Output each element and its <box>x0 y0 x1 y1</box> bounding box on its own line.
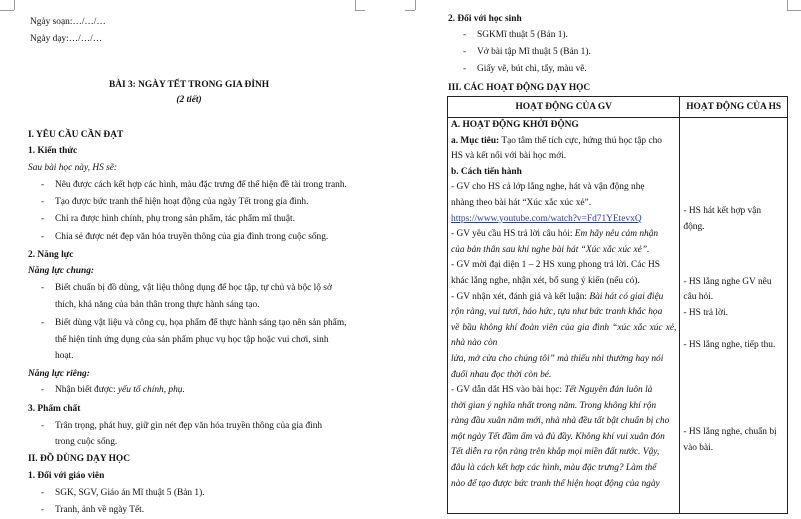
step-text: - GV nhận xét, đánh giá và kết luận: <box>451 291 590 302</box>
bullet-dash: - <box>463 47 467 57</box>
goal-line <box>451 134 676 150</box>
list-item <box>55 384 185 396</box>
list-item: Chia sẻ được nét đẹp văn hóa truyền thông của gia đình trong cuộc sống. <box>55 232 329 242</box>
student-step: - HS trả lời. <box>683 308 728 318</box>
list-item-cont: hoạt. <box>55 351 74 361</box>
intro-text: Sau bài học này, HS sẽ: <box>28 163 118 173</box>
teacher-step-cont: một ngày Tết đầm ấm và đủ đầy. Không khí vui xuân đón <box>451 431 665 442</box>
subsection-heading: 1. Đối với giáo viên <box>28 471 105 481</box>
list-item: Giấy vẽ, bút chì, tẩy, màu vẽ. <box>477 64 587 74</box>
date-prepared: Ngày soạn:…/…/… <box>30 17 106 27</box>
teacher-step-cont: thời gian ý nghĩa nhất trong năm. Trong không khí rộn <box>451 400 657 411</box>
step-text: - GV dẫn dắt HS vào bài học: <box>451 385 565 396</box>
crop-mark <box>405 10 415 11</box>
teacher-step-cont: nhàng theo bài hát “Xúc xắc xúc xẻ”. <box>451 197 592 208</box>
list-item-cont: trong cuộc sống. <box>55 437 118 447</box>
step-quote: Tết Nguyên đán luôn là <box>564 385 653 396</box>
bullet-dash: - <box>41 197 45 207</box>
bullet-dash: - <box>41 421 45 431</box>
teacher-step-cont: Tết diễn ra rộn ràng trên khắp mọi miền đất nước. Vậy, <box>451 447 660 458</box>
list-item-cont: thể hiện tính ứng dụng của sản phẩm phục vụ học tập hoặc vui chơi, sinh <box>55 335 329 345</box>
table-row <box>448 118 788 514</box>
list-item: Tạo được bức tranh thể hiện hoạt động của ngày Tết trong gia đình. <box>55 197 309 207</box>
teacher-step-cont: về bầu không khí đoàn viên của gia đình “xúc xắc xúc xẻ, nhà nào còn <box>451 322 677 349</box>
student-step-cont: vào bài. <box>683 443 714 453</box>
list-item: Chỉ ra được hình chính, phụ trong sản phẩm, tác phẩm mĩ thuật. <box>55 214 295 224</box>
bullet-dash: - <box>41 232 45 242</box>
bullet-dash: - <box>41 180 45 190</box>
table-header-row <box>448 97 788 118</box>
student-step: - HS lắng nghe GV nêu <box>683 277 772 287</box>
list-item: Biết dùng vật liệu và công cụ, họa phẩm để thực hành sáng tạo nên sản phẩm, <box>55 318 347 328</box>
procedure-label: b. Cách tiến hành <box>451 166 522 177</box>
subsection-heading: 2. Năng lực <box>28 250 74 260</box>
list-item: Trân trọng, phát huy, giữ gìn nét đẹp văn hóa truyền thông của gia đình <box>55 421 323 431</box>
section-heading: I. YÊU CẦU CẦN ĐẠT <box>28 130 124 140</box>
crop-mark <box>415 0 416 10</box>
teacher-step-cont: nào để tạo được bức tranh thể hiện hoạt động của ngày <box>451 478 660 489</box>
teacher-step-cont: của bản thân sau khi nghe bài hát “Xúc xắc xúc xẻ”. <box>451 244 650 255</box>
bullet-dash: - <box>41 318 45 328</box>
step-quote: Bài hát có giai điệu <box>589 291 664 302</box>
specific-prefix: Nhận biết được: <box>55 385 118 395</box>
date-taught: Ngày dạy:…/…/… <box>30 34 103 44</box>
bullet-dash: - <box>41 214 45 224</box>
specific-value: yếu tố chính, phụ. <box>117 385 185 395</box>
student-step-cont: câu hỏi. <box>683 292 714 302</box>
teacher-step <box>451 383 676 399</box>
subsection-heading: 1. Kiến thức <box>28 146 78 156</box>
teacher-step <box>451 227 676 243</box>
teacher-step: - GV mời đại diện 1 – 2 HS xung phong trả lời. Các HS <box>451 260 660 271</box>
activity-title: A. HOẠT ĐỘNG KHỞI ĐỘNG <box>451 120 579 130</box>
left-page <box>0 0 400 519</box>
teacher-step-cont: lửa, mở cửa cho chúng tôi” mà thiếu nhi thường hay nói <box>451 353 664 364</box>
activities-table <box>447 96 788 514</box>
teacher-step-cont: khác lắng nghe, nhận xét, bổ sung ý kiến (nếu có). <box>451 275 640 286</box>
teacher-step-cont: đuổi nhau đọc thời còn bé. <box>451 369 552 380</box>
student-cell <box>680 118 788 514</box>
student-step-cont: động. <box>683 222 705 232</box>
header-teacher: HOẠT ĐỘNG CỦA GV <box>448 97 680 118</box>
goal-label: a. Mục tiêu: <box>451 135 500 146</box>
teacher-step-cont: ràng đầu xuân năm mới, nhà nhà đều tất bật chuẩn bị cho <box>451 416 670 427</box>
list-item: SGKMĩ thuật 5 (Bản 1). <box>477 30 568 40</box>
teacher-step-cont: rộn ràng, vui tươi, háo hức, tựa như bức tranh khắc họa <box>451 307 663 318</box>
step-text: - GV yêu cầu HS trả lời câu hỏi: <box>451 229 575 240</box>
section-heading: II. ĐỒ DÙNG DẠY HỌC <box>28 454 130 464</box>
bullet-dash: - <box>41 385 45 395</box>
section-heading: III. CÁC HOẠT ĐỘNG DẠY HỌC <box>448 83 591 93</box>
teacher-step-cont: đâu là cách kết hợp các hình, màu đặc trưng? Làm thế <box>451 463 657 474</box>
subsection-heading: 2. Đối với học sinh <box>448 14 522 24</box>
goal-line-2: HS và kết nối với bài học mới. <box>451 151 567 162</box>
teacher-step <box>451 290 676 306</box>
subheading-general: Năng lực chung: <box>28 266 95 276</box>
header-student: HOẠT ĐỘNG CỦA HS <box>680 97 788 118</box>
subheading-specific: Năng lực riêng: <box>28 369 90 379</box>
teacher-step: - GV cho HS cả lớp lắng nghe, hát và vận động nhẹ <box>451 182 645 193</box>
list-item: Tranh, ảnh về ngày Tết. <box>55 505 145 515</box>
list-item: Vở bài tập Mĩ thuật 5 (Bản 1). <box>477 47 591 57</box>
bullet-dash: - <box>463 64 467 74</box>
bullet-dash: - <box>463 30 467 40</box>
teacher-cell <box>448 118 680 514</box>
crop-mark <box>787 0 788 10</box>
step-question: Em hãy nêu cảm nhận <box>574 229 659 240</box>
student-step: - HS hát kết hợp vận <box>683 206 762 216</box>
student-step: - HS lắng nghe, tiếp thu. <box>683 340 776 350</box>
bullet-dash: - <box>41 505 45 515</box>
crop-mark <box>787 10 801 11</box>
bullet-dash: - <box>41 283 45 293</box>
student-step: - HS lắng nghe, chuẩn bị <box>683 427 777 437</box>
list-item-cont: thích, khả năng của bản thân trong thực hành sáng tạo. <box>55 300 260 310</box>
lesson-duration: (2 tiết) <box>176 95 202 105</box>
lesson-title: BÀI 3: NGÀY TẾT TRONG GIA ĐÌNH <box>108 80 270 90</box>
list-item: Biết chuẩn bị đồ dùng, vật liệu thông dụng để học tập, tự chủ và bộc lộ sở <box>55 283 332 293</box>
song-link[interactable]: https://www.youtube.com/watch?v=Fd71YEtevxQ <box>451 213 642 224</box>
list-item: SGK, SGV, Giáo án Mĩ thuật 5 (Bản 1). <box>55 488 205 498</box>
list-item: Nêu được cách kết hợp các hình, màu đặc trưng để thể hiện đề tài trong tranh. <box>55 180 347 190</box>
subsection-heading: 3. Phẩm chất <box>28 404 81 414</box>
goal-text: Tạo tâm thế tích cực, hứng thú học tập cho <box>499 135 662 146</box>
bullet-dash: - <box>41 488 45 498</box>
